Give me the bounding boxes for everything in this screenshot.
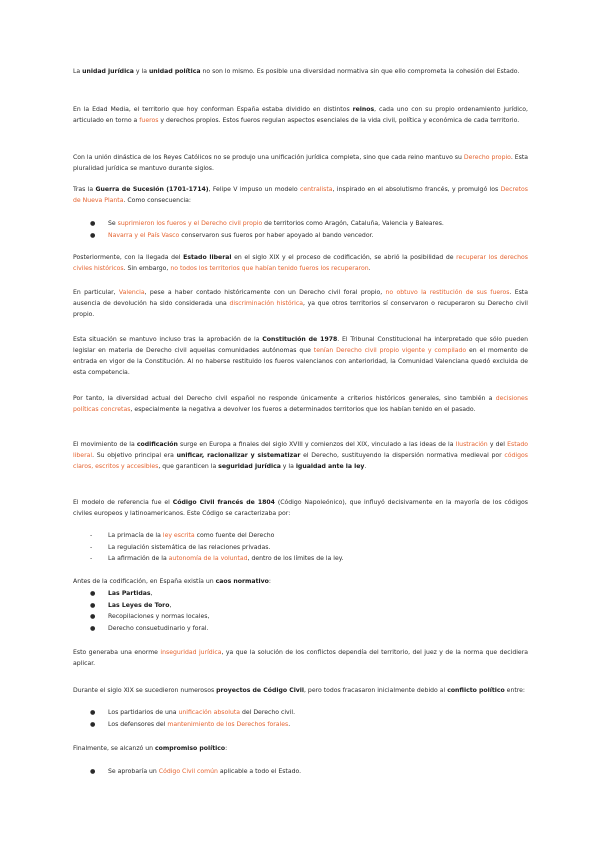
dash-marker: - — [90, 543, 93, 551]
fuentes-list — [73, 588, 528, 634]
bullet-marker: ● — [90, 220, 96, 227]
paragraph-unidad-juridica: La unidad jurídica y la unidad política no son lo mismo. Es posible una diversidad normativa sin que ello comprometa la cohesión del Estado. — [73, 68, 520, 75]
conflicto-list — [73, 707, 528, 730]
list-item: ● Se aprobaría un Código Civil común aplicable a todo el Estado. — [73, 766, 528, 778]
bullet-marker: ● — [90, 590, 96, 597]
paragraph-constitucion: Esta situación se mantuvo incluso tras la aprobación de la Constitución de 1978. El Tribunal Constitucional ha interpretado que sólo pueden legislar en materia de Derecho civil aquellas comunidades autónomas que tenían Derecho civil propio vigente y compilado en el momento de entrada en vigor de la Constitución. Al no haberse restituido los fueros valencianos con anterioridad, la Comunidad Valenciana quedó excluida de esta competencia. — [73, 336, 528, 376]
paragraph-codificacion: El movimiento de la codificación surge en Europa a finales del siglo XVIII y comienzos del XIX, vinculado a las ideas de la Ilustración y del Estado liberal. Su objetivo principal era unificar, racionalizar y sistematizar el Derecho, sustituyendo la dispersión normativa medieval por códigos claros, escritos y accesibles, que garanticen la seguridad jurídica y la igualdad ante la ley. — [73, 441, 529, 470]
bullet-marker: ● — [90, 720, 96, 728]
list-item: - La regulación sistemática de las relaciones privadas. — [73, 542, 528, 554]
consecuencias-list — [73, 218, 528, 241]
paragraph-codigo-frances: El modelo de referencia fue el Código Civil francés de 1804 (Código Napoleónico), que influyó decisivamente en la mayoría de los códigos civiles europeos y latinoamericanos. Este Código se caracterizaba por: — [73, 499, 528, 517]
list-item: ● Recopilaciones y normas locales, — [73, 611, 528, 623]
bullet-marker: ● — [90, 624, 96, 632]
paragraph-proyectos-codigo: Durante el siglo XIX se sucedieron numerosos proyectos de Código Civil, pero todos fracasaron inicialmente debido al conflicto político entre: — [73, 687, 526, 694]
list-item: ● Derecho consuetudinario y foral. — [73, 623, 528, 635]
list-item: ● Las Leyes de Toro, — [73, 600, 528, 612]
dash-marker: - — [90, 532, 93, 539]
paragraph-reyes-catolicos: Con la unión dinástica de los Reyes Católicos no se produjo una unificación jurídica completa, sino que cada reino mantuvo su Derecho propio. Esta pluralidad jurídica se mantuvo durante siglos. — [73, 154, 528, 172]
list-item: ● Los partidarios de una unificación absoluta del Derecho civil. — [73, 707, 528, 719]
bullet-marker: ● — [90, 768, 96, 775]
bullet-marker: ● — [90, 601, 96, 609]
paragraph-caos-normativo: Antes de la codificación, en España existía un caos normativo: — [73, 578, 271, 585]
paragraph-edad-media: En la Edad Media, el territorio que hoy conforman España estaba dividido en distintos reinos, cada uno con su propio ordenamiento jurídico, articulado en torno a fueros y derechos propios. Estos fueros regulan aspectos esenciales de la vida civil, política y económica de cada territorio. — [73, 106, 528, 124]
dash-marker: - — [90, 555, 93, 562]
bullet-marker: ● — [90, 709, 96, 716]
bullet-marker: ● — [90, 613, 96, 620]
list-item: ● Navarra y el País Vasco conservaron sus fueros por haber apoyado al bando vencedor. — [73, 230, 528, 242]
paragraph-estado-liberal: Posteriormente, con la llegada del Estado liberal en el siglo XIX y el proceso de codificación, se abrió la posibilidad de recuperar los derechos civiles históricos. Sin embargo, no todos los territorios que habían tenido fueros los recuperaron. — [73, 254, 528, 272]
paragraph-valencia: En particular, Valencia, pese a haber contado históricamente con un Derecho civil foral propio, no obtuvo la restitución de sus fueros. Esta ausencia de devolución ha sido considerada una discriminación histórica, ya que otros territorios sí conservaron o recuperaron su Derecho civil propio. — [73, 289, 528, 318]
list-item: ● Se suprimieron los fueros y el Derecho civil propio de territorios como Aragón, Cataluña, Valencia y Baleares. — [73, 218, 528, 230]
paragraph-inseguridad: Esto generaba una enorme inseguridad jurídica, ya que la solución de los conflictos dependía del territorio, del juez y de la norma que decidiera aplicar. — [73, 649, 528, 667]
compromiso-list — [73, 766, 528, 778]
paragraph-guerra-sucesion: Tras la Guerra de Sucesión (1701-1714), Felipe V impuso un modelo centralista, inspirado en el absolutismo francés, y promulgó los Decretos de Nueva Planta. Como consecuencia: — [73, 186, 528, 204]
paragraph-diversidad-actual: Por tanto, la diversidad actual del Derecho civil español no responde únicamente a criterios históricos generales, sino también a decisiones políticas concretas, especialmente la negativa a devolver los fueros a determinados territorios que los habían tenido en el pasado. — [73, 395, 528, 413]
list-item: - La afirmación de la autonomía de la voluntad, dentro de los límites de la ley. — [73, 553, 528, 565]
caracteristicas-list — [73, 530, 528, 565]
bullet-marker: ● — [90, 231, 96, 239]
paragraph-compromiso: Finalmente, se alcanzó un compromiso político: — [73, 745, 228, 752]
list-item: ● Los defensores del mantenimiento de los Derechos forales. — [73, 719, 528, 731]
list-item: ● Las Partidas, — [73, 588, 528, 600]
list-item: - La primacía de la ley escrita como fuente del Derecho — [73, 530, 528, 542]
